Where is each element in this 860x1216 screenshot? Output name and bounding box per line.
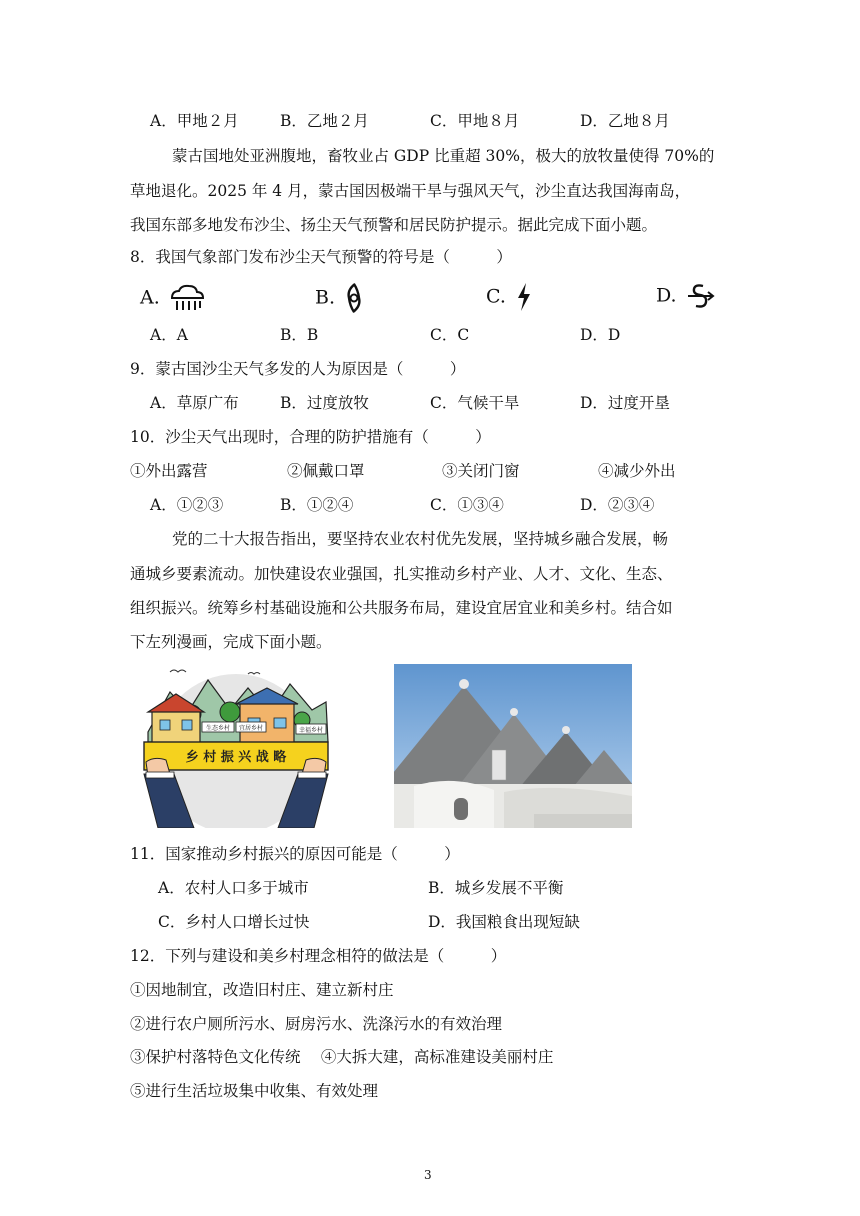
q10-option-b: B．①②④ [280,496,354,514]
cartoon-sign-1: 生态乡村 [205,725,231,732]
q11-option-c: C．乡村人口增长过快 [158,913,310,931]
q11-option-a: A．农村人口多于城市 [158,879,309,897]
q12-item: ⑤进行生活垃圾集中收集、有效处理 [130,1082,379,1100]
symbol-c [486,282,534,312]
symbol-b-letter: B. [315,286,336,309]
cartoon-banner-text: 乡 村 振 兴 战 略 [185,750,287,765]
typhoon-icon [343,282,365,314]
passage-line: 我国东部多地发布沙尘、扬尘天气预警和居民防护提示。据此完成下面小题。 [130,216,658,234]
symbol-a-letter: A. [140,286,160,309]
q11-stem: 11．国家推动乡村振兴的原因可能是（ ） [130,845,460,863]
passage-line: 党的二十大报告指出，要坚持农业农村优先发展，坚持城乡融合发展，畅 [172,530,669,548]
q10-stem: 10．沙尘天气出现时，合理的防护措施有（ ） [130,428,491,446]
q10-item: ①外出露营 [130,462,208,480]
symbol-d-letter: D. [656,284,677,307]
q12-item: ③保护村落特色文化传统 ④大拆大建，高标准建设美丽村庄 [130,1048,554,1066]
q9-option-a: A．草原广布 [150,394,239,412]
q11-option-d: D．我国粮食出现短缺 [428,913,580,931]
passage-line: 下左列漫画，完成下面小题。 [130,633,332,651]
q10-option-d: D．②③④ [580,496,655,514]
q11-option-b: B．城乡发展不平衡 [428,879,564,897]
q8-stem: 8．我国气象部门发布沙尘天气预警的符号是（ ） [130,248,512,266]
q9-option-b: B．过度放牧 [280,394,369,412]
q10-option-a: A．①②③ [150,496,224,514]
cartoon-sign-3: 幸福乡村 [298,727,324,734]
q10-item: ③关闭门窗 [442,462,520,480]
q7-option-a: A．甲地２月 [150,112,239,130]
passage-line: 组织振兴。统筹乡村基础设施和公共服务布局，建设宜居宜业和美乡村。结合如 [130,599,673,617]
sandstorm-icon [685,282,715,310]
q7-option-b: B．乙地２月 [280,112,369,130]
q8-option-c: C．C [430,326,470,344]
passage-line: 草地退化。2025 年 4 月，蒙古国因极端干旱与强风天气，沙尘直达我国海南岛， [130,182,691,200]
symbol-a [140,284,206,312]
q9-option-c: C．气候干旱 [430,394,520,412]
village-photo [394,664,632,828]
trulli-houses-photo [394,664,632,828]
symbol-d [656,282,715,310]
q8-option-b: B．B [280,326,319,344]
rural-revitalization-cartoon [130,662,342,828]
q7-option-d: D．乙地８月 [580,112,670,130]
q10-item: ④减少外出 [598,462,676,480]
cartoon-illustration [130,662,342,828]
q12-item: ②进行农户厕所污水、厨房污水、洗涤污水的有效治理 [130,1015,503,1033]
q12-item: ①因地制宜，改造旧村庄、建立新村庄 [130,981,394,999]
lightning-icon [514,282,534,312]
q8-option-d: D．D [580,326,621,344]
q9-option-d: D．过度开垦 [580,394,670,412]
symbol-b [315,282,365,314]
rain-cloud-icon [168,284,206,312]
symbol-c-letter: C. [486,285,506,308]
page-number: 3 [424,1168,432,1182]
q10-option-c: C．①③④ [430,496,504,514]
q9-stem: 9．蒙古国沙尘天气多发的人为原因是（ ） [130,360,466,378]
q8-option-a: A．A [150,326,188,344]
passage-line: 蒙古国地处亚洲腹地，畜牧业占 GDP 比重超 30%，极大的放牧量使得 70%的 [172,147,715,165]
q10-item: ②佩戴口罩 [287,462,365,480]
cartoon-sign-2: 宜居乡村 [238,725,264,732]
q12-stem: 12．下列与建设和美乡村理念相符的做法是（ ） [130,947,507,965]
q7-option-c: C．甲地８月 [430,112,520,130]
passage-line: 通城乡要素流动。加快建设农业强国，扎实推动乡村产业、人才、文化、生态、 [130,565,673,583]
